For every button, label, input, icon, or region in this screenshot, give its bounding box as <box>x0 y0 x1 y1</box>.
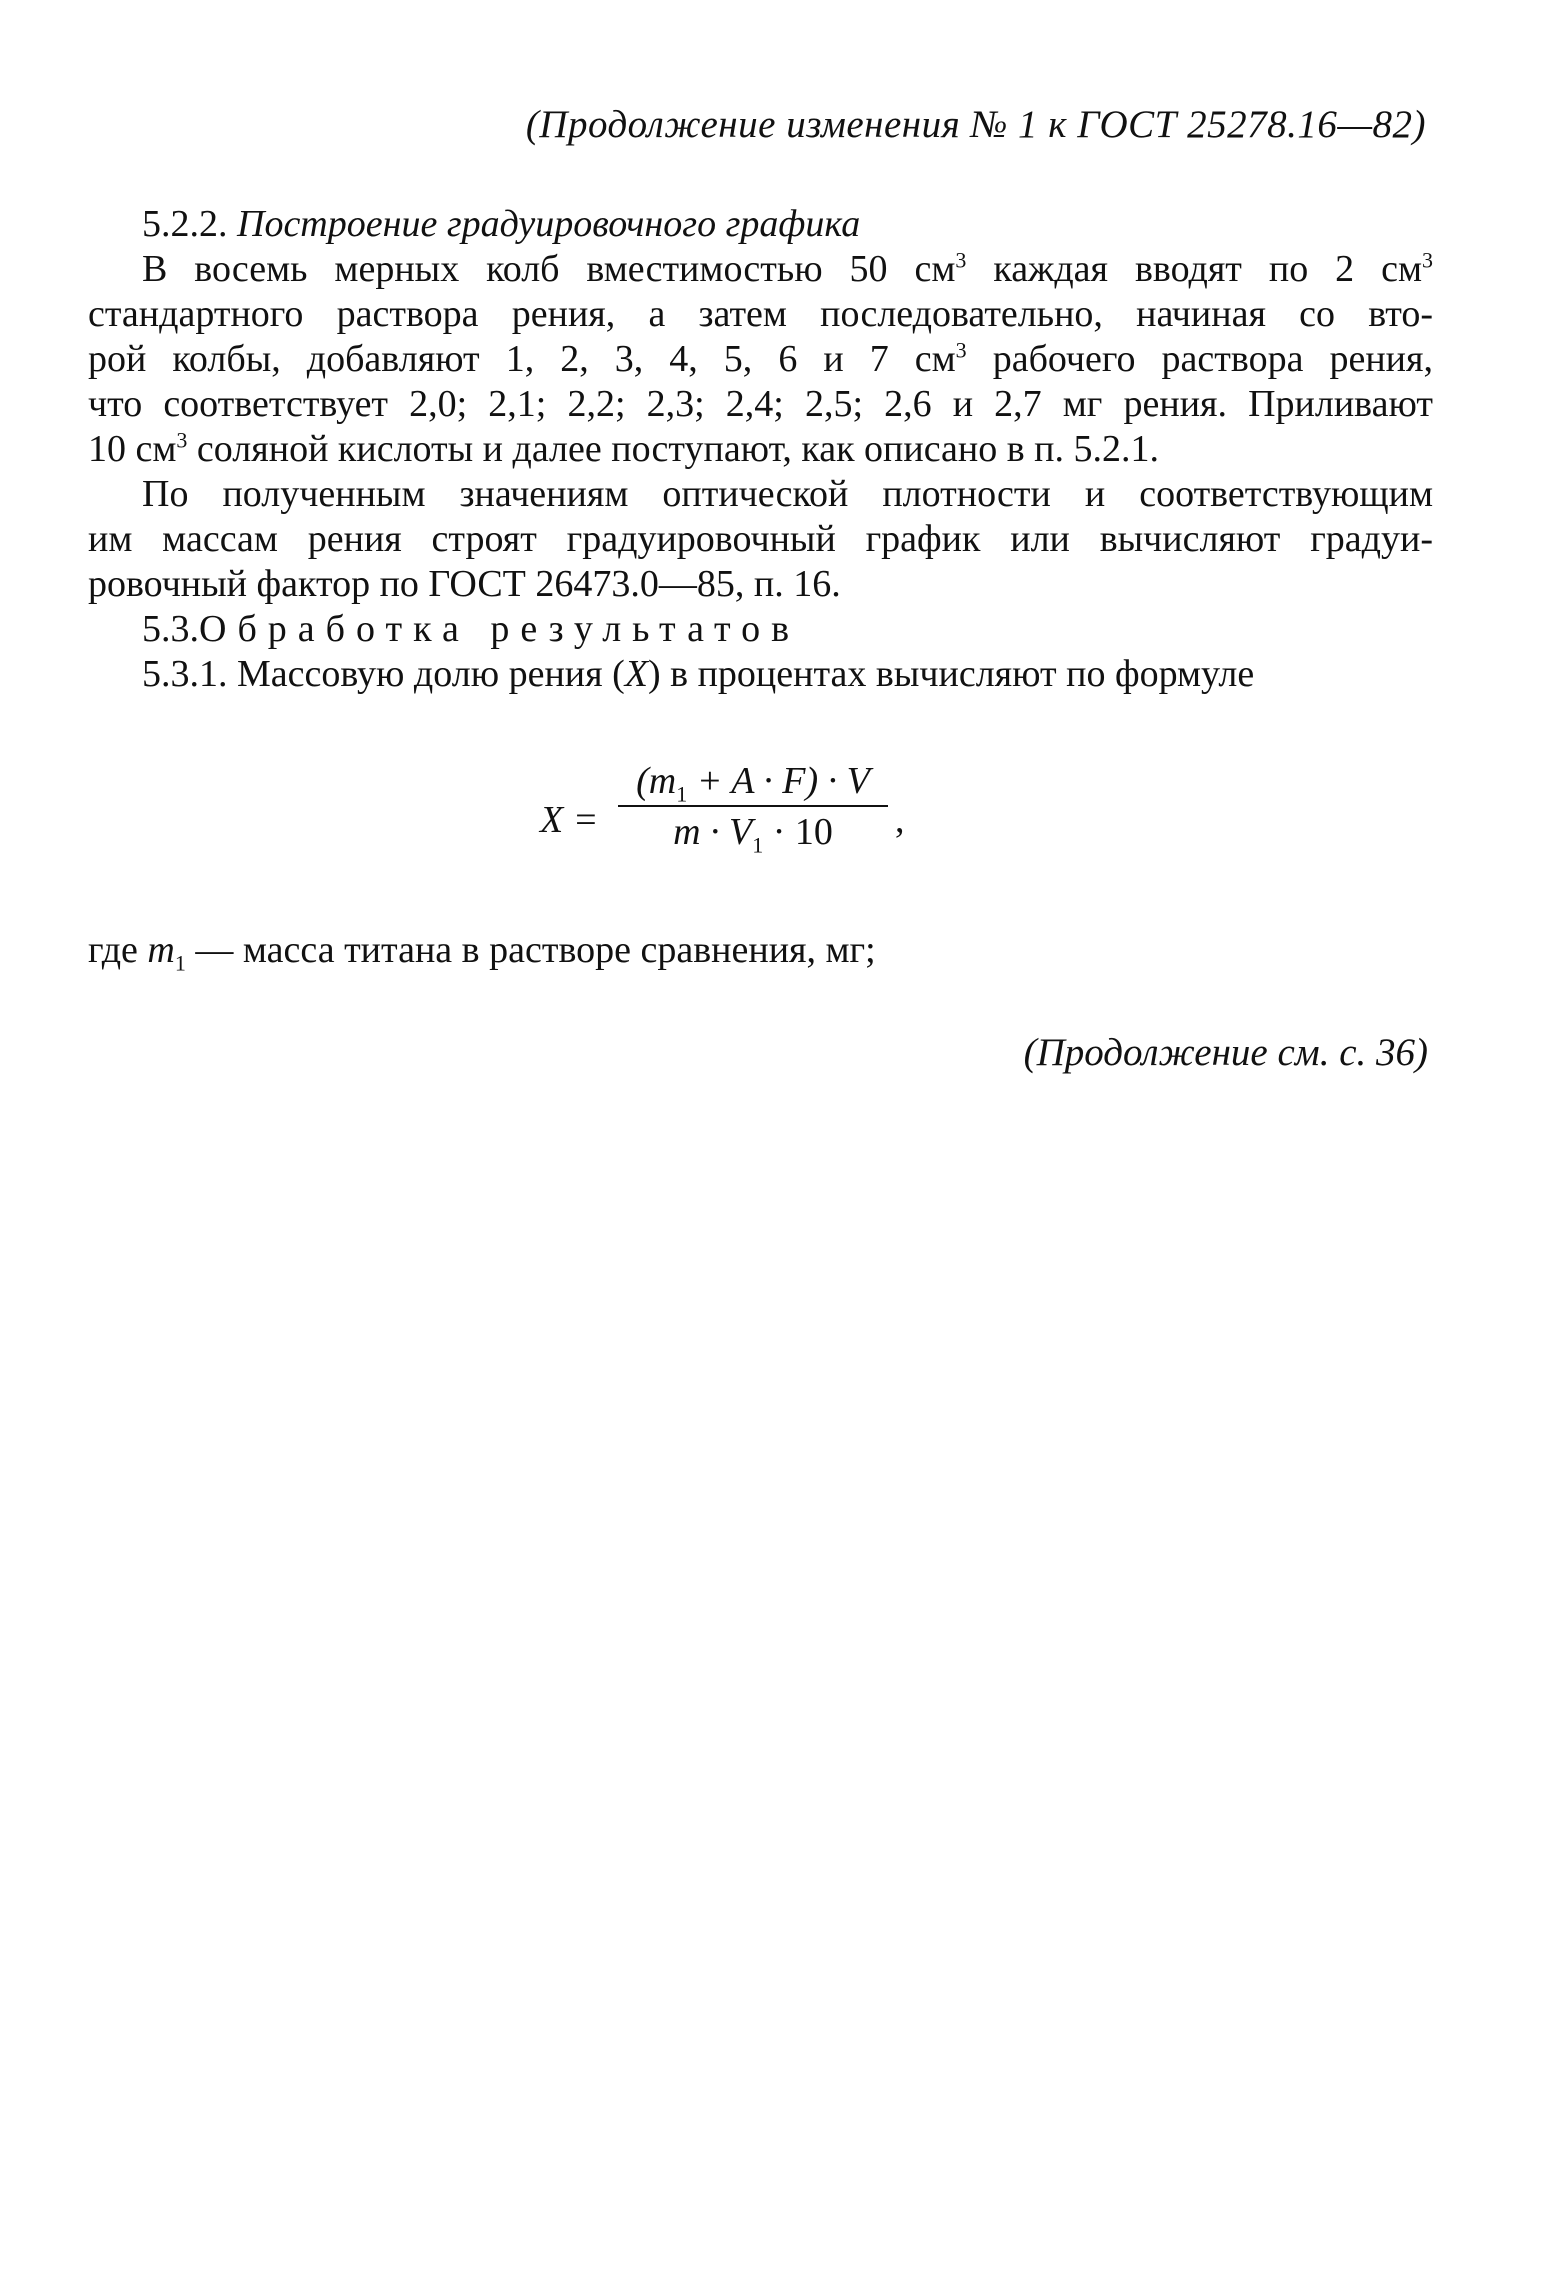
formula-comma: , <box>895 799 905 841</box>
para1-line4: что соответствует 2,0; 2,1; 2,2; 2,3; 2,4; 2,5; 2,6 и 2,7 мг рения. Приливают <box>88 383 1433 425</box>
para2-line2: им массам рения строят градуировочный график или вычисляют градуи- <box>88 518 1433 560</box>
header-continuation: (Продолжение изменения № 1 к ГОСТ 25278.16—82) <box>525 103 1426 146</box>
para1-line1: В восемь мерных колб вместимостью 50 $см^3$ каждая вводят по 2 $см^3$ <box>142 247 1433 290</box>
para1-line3: рой колбы, добавляют 1, 2, 3, 4, 5, 6 и 7 $см^3$ рабочего раствора рения, <box>88 337 1433 380</box>
para2-line3: ровочный фактор по ГОСТ 26473.0—85, п. 16. <box>88 563 841 605</box>
where-definition: где $m_1$ — масса титана в растворе сравнения, мг; <box>88 929 876 976</box>
formula-numerator: $(m_1 + A \cdot F) \cdot V$ <box>636 760 870 807</box>
section-5-2-2-heading <box>88 202 1433 247</box>
fraction-bar <box>618 805 888 807</box>
formula-denominator: $m \cdot V_1 \cdot 10$ <box>673 811 833 858</box>
formula-lhs: X = <box>540 799 599 841</box>
section-5-3-heading: 5.3.Обработка результатов <box>142 608 801 650</box>
para2-line1: По полученным значениям оптической плотности и соответствующим <box>142 473 1433 515</box>
para1-line2: стандартного раствора рения, а затем последовательно, начиная со вто- <box>88 293 1433 335</box>
section-5-3-1-text: 5.3.1. Массовую долю рения (X) в процентах вычисляют по формуле <box>142 653 1255 695</box>
formula <box>540 760 980 890</box>
footer-continuation: (Продолжение см. с. 36) <box>1023 1031 1428 1074</box>
section-title: Построение градуировочного графика <box>237 203 861 245</box>
formula-fraction <box>618 760 888 858</box>
section-number: 5.2.2. <box>142 203 228 245</box>
section-5-2-2 <box>88 202 1433 697</box>
para1-line5: 10 $см^3$ соляной кислоты и далее поступают, как описано в п. 5.2.1. <box>88 427 1160 470</box>
